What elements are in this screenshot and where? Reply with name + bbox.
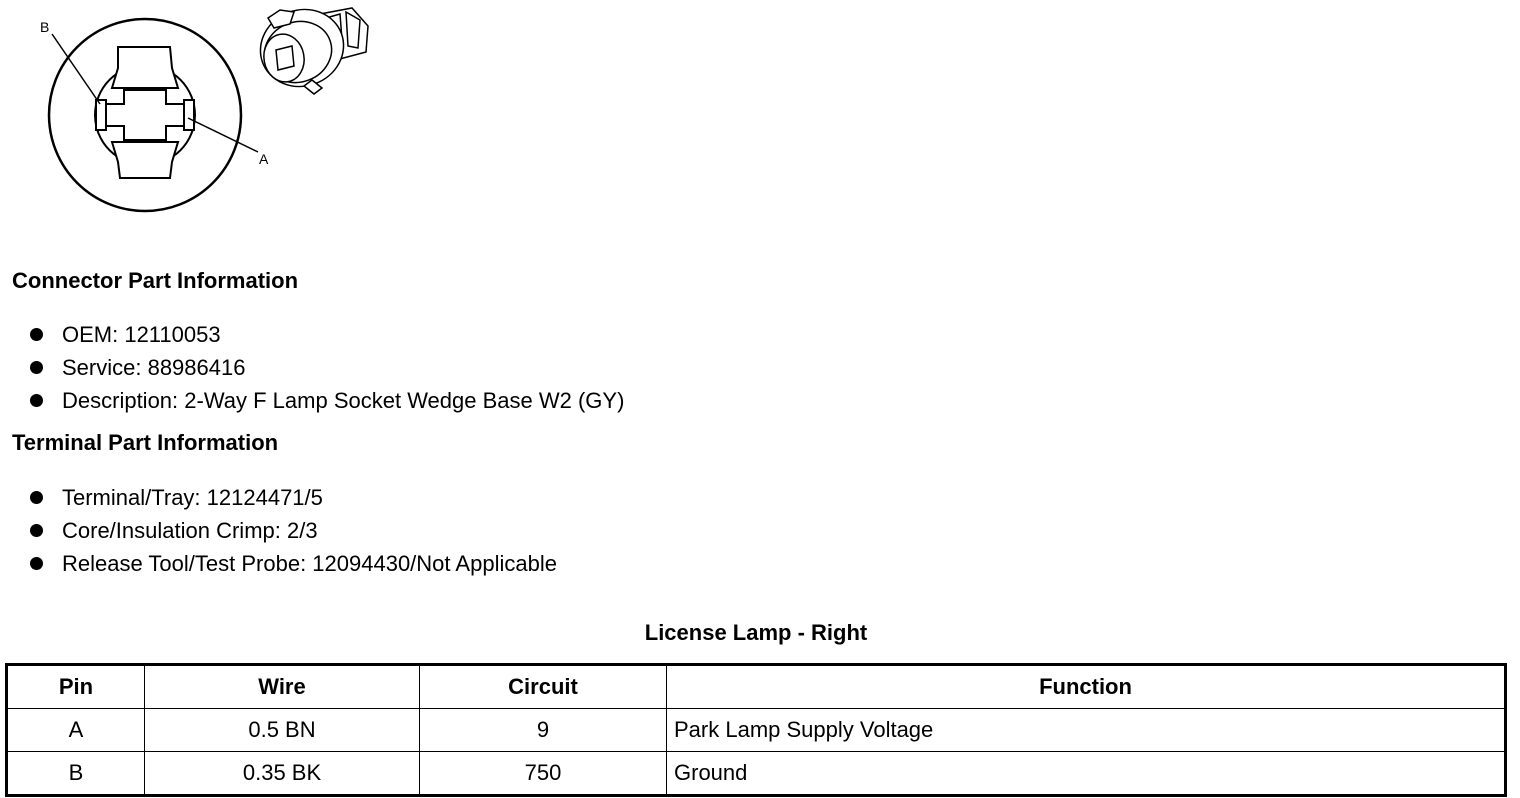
callout-b: B: [40, 19, 50, 35]
list-item-text: OEM: 12110053: [62, 322, 221, 347]
connector-face-view: [49, 19, 258, 211]
table-row: [7, 752, 1506, 796]
pinout-table: [5, 663, 1507, 797]
terminal-info-title: Terminal Part Information: [12, 430, 279, 455]
connector-diagram: [0, 0, 420, 225]
cell-wire: 0.35 BK: [145, 752, 420, 796]
list-item: [28, 351, 624, 384]
table-row: [7, 709, 1506, 752]
list-item: [28, 547, 557, 580]
connector-isometric-view: [250, 0, 368, 98]
header-wire: Wire: [145, 665, 420, 709]
terminal-info-list: [28, 481, 557, 580]
table-title: License Lamp - Right: [644, 620, 868, 645]
bullet-icon: [30, 491, 43, 504]
table-header-row: [7, 665, 1506, 709]
list-item: [28, 318, 624, 351]
list-item-text: Terminal/Tray: 12124471/5: [62, 485, 323, 510]
bullet-icon: [30, 557, 43, 570]
cell-circuit: 9: [420, 709, 667, 752]
list-item: [28, 514, 557, 547]
cell-circuit: 750: [420, 752, 667, 796]
cell-function: Park Lamp Supply Voltage: [667, 709, 1506, 752]
header-circuit: Circuit: [420, 665, 667, 709]
cell-pin: A: [7, 709, 145, 752]
list-item: [28, 481, 557, 514]
cell-wire: 0.5 BN: [145, 709, 420, 752]
list-item-text: Core/Insulation Crimp: 2/3: [62, 518, 318, 543]
header-pin: Pin: [7, 665, 145, 709]
cell-pin: B: [7, 752, 145, 796]
list-item-text: Description: 2-Way F Lamp Socket Wedge Base W2 (GY): [62, 388, 625, 413]
bullet-icon: [30, 328, 43, 341]
list-item-text: Service: 88986416: [62, 355, 246, 380]
connector-info-list: [28, 318, 624, 417]
header-function: Function: [667, 665, 1506, 709]
bullet-icon: [30, 524, 43, 537]
bullet-icon: [30, 394, 43, 407]
list-item-text: Release Tool/Test Probe: 12094430/Not Applicable: [62, 551, 557, 576]
list-item: [28, 384, 624, 417]
bullet-icon: [30, 361, 43, 374]
callout-a: A: [259, 151, 269, 167]
cell-function: Ground: [667, 752, 1506, 796]
connector-info-title: Connector Part Information: [12, 268, 299, 293]
